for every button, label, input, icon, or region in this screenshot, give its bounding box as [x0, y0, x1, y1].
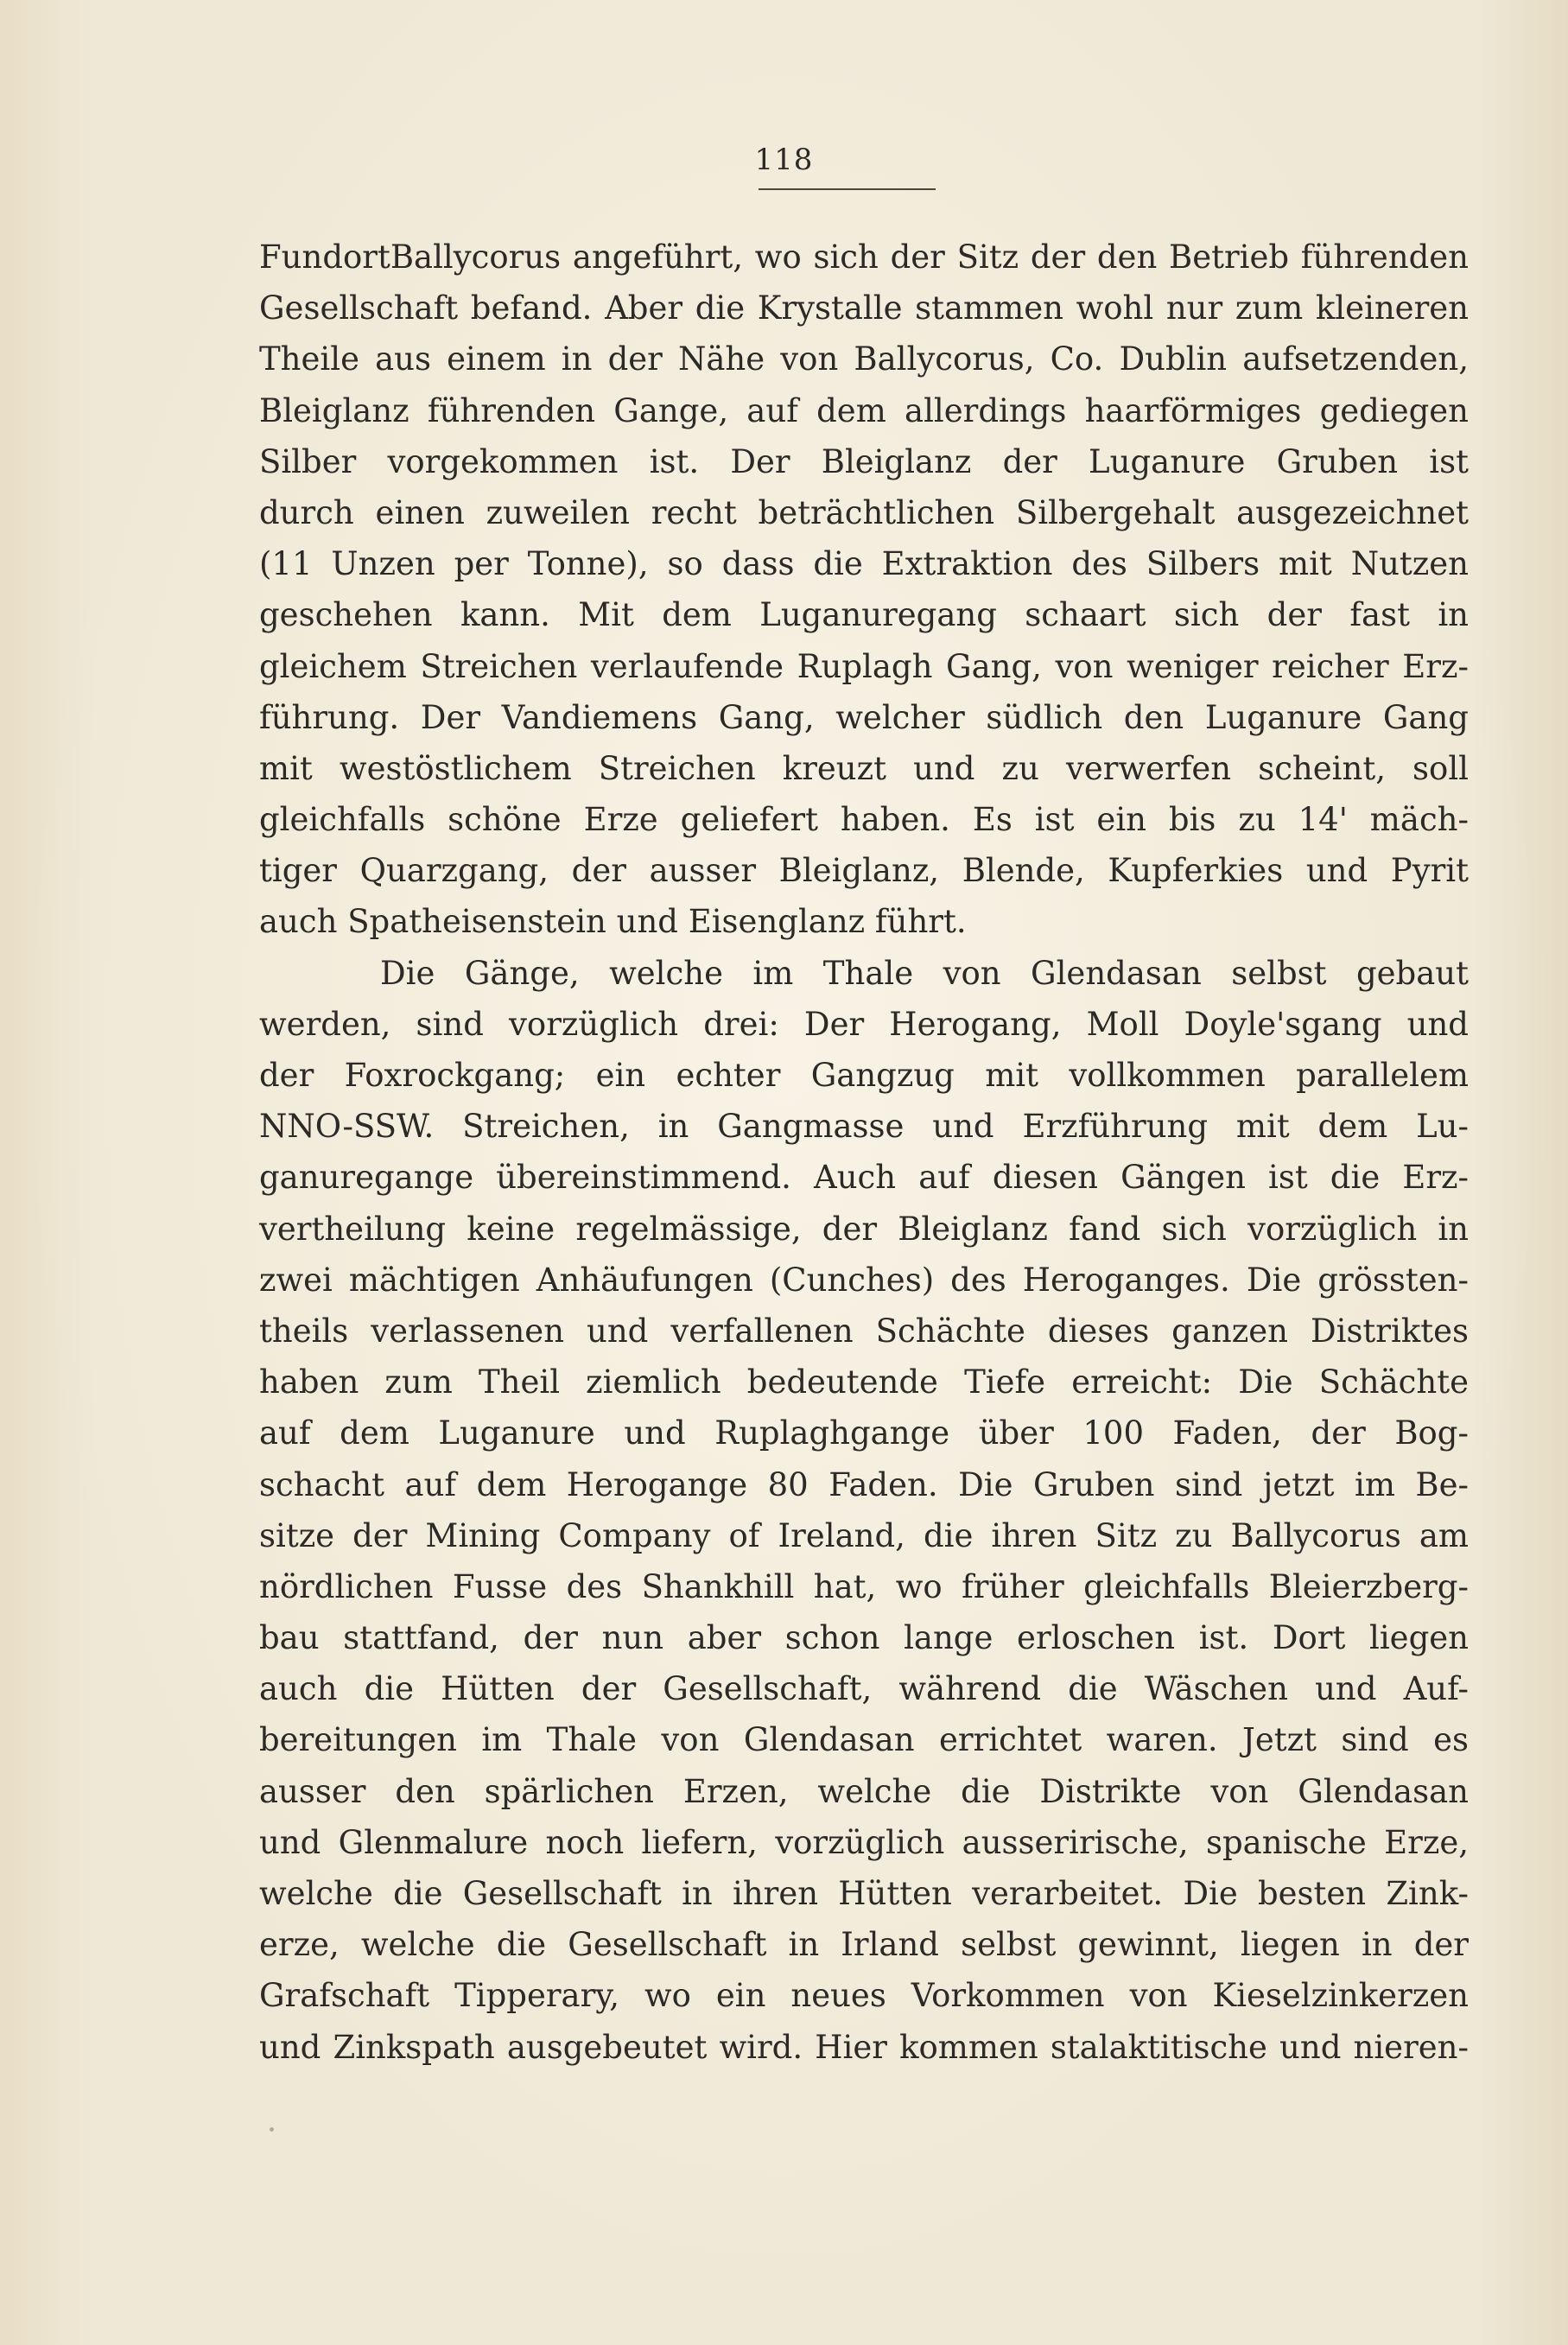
text-line: theils verlassenen und verfallenen Schächte dieses ganzen Distriktes	[259, 1312, 1469, 1350]
page-number: 118	[754, 143, 814, 177]
body-text	[259, 232, 1469, 2073]
text-line: sitze der Mining Company of Ireland, die ihren Sitz zu Ballycorus am	[259, 1516, 1469, 1554]
paragraph-start-line: Die Gänge, welche im Thale von Glendasan selbst gebaut	[380, 954, 1469, 992]
text-line: nördlichen Fusse des Shankhill hat, wo früher gleichfalls Bleierzberg-	[259, 1567, 1469, 1605]
paragraph-end-line: auch Spatheisenstein und Eisenglanz führt.	[259, 903, 967, 941]
text-line: Theile aus einem in der Nähe von Ballycorus, Co. Dublin aufsetzenden,	[259, 340, 1469, 378]
text-line: zwei mächtigen Anhäufungen (Cunches) des Heroganges. Die grössten-	[259, 1261, 1469, 1299]
text-line: gleichfalls schöne Erze geliefert haben. Es ist ein bis zu 14' mäch-	[259, 801, 1469, 839]
text-line: (11 Unzen per Tonne), so dass die Extraktion des Silbers mit Nutzen	[259, 545, 1469, 583]
text-line: vertheilung keine regelmässige, der Bleiglanz fand sich vorzüglich in	[259, 1210, 1469, 1248]
text-line: auch die Hütten der Gesellschaft, während die Wäschen und Auf-	[259, 1670, 1469, 1708]
header-rule	[759, 188, 936, 190]
text-line: FundortBallycorus angeführt, wo sich der Sitz der den Betrieb führenden	[259, 238, 1469, 276]
text-line: welche die Gesellschaft in ihren Hütten verarbeitet. Die besten Zink-	[259, 1875, 1469, 1912]
ink-speck	[270, 2127, 274, 2132]
text-line: und Zinkspath ausgebeutet wird. Hier kommen stalaktitische und nieren-	[259, 2028, 1469, 2066]
text-line: geschehen kann. Mit dem Luganuregang schaart sich der fast in	[259, 596, 1469, 634]
text-line: haben zum Theil ziemlich bedeutende Tiefe erreicht: Die Schächte	[259, 1363, 1469, 1401]
text-line: Bleiglanz führenden Gange, auf dem allerdings haarförmiges gediegen	[259, 391, 1469, 429]
text-line: auf dem Luganure und Ruplaghgange über 100 Faden, der Bog-	[259, 1414, 1469, 1452]
text-line: gleichem Streichen verlaufende Ruplagh Gang, von weniger reicher Erz-	[259, 647, 1469, 685]
text-line: der Foxrockgang; ein echter Gangzug mit vollkommen parallelem	[259, 1057, 1469, 1094]
text-line: schacht auf dem Herogange 80 Faden. Die Gruben sind jetzt im Be-	[259, 1465, 1469, 1503]
text-line: ausser den spärlichen Erzen, welche die Distrikte von Glendasan	[259, 1772, 1469, 1810]
text-line: und Glenmalure noch liefern, vorzüglich ausserirische, spanische Erze,	[259, 1823, 1469, 1861]
text-line: bau stattfand, der nun aber schon lange erloschen ist. Dort liegen	[259, 1619, 1469, 1657]
text-line: erze, welche die Gesellschaft in Irland selbst gewinnt, liegen in der	[259, 1926, 1469, 1964]
text-line: werden, sind vorzüglich drei: Der Herogang, Moll Doyle'sgang und	[259, 1005, 1469, 1043]
text-line: durch einen zuweilen recht beträchtlichen Silbergehalt ausgezeichnet	[259, 493, 1469, 531]
text-line: Gesellschaft befand. Aber die Krystalle stammen wohl nur zum kleineren	[259, 289, 1469, 327]
text-line: NNO-SSW. Streichen, in Gangmasse und Erzführung mit dem Lu-	[259, 1108, 1469, 1146]
text-line: führung. Der Vandiemens Gang, welcher südlich den Luganure Gang	[259, 698, 1469, 736]
text-line: ganuregange übereinstimmend. Auch auf diesen Gängen ist die Erz-	[259, 1159, 1469, 1197]
text-line: bereitungen im Thale von Glendasan errichtet waren. Jetzt sind es	[259, 1721, 1469, 1759]
text-line: tiger Quarzgang, der ausser Bleiglanz, Blende, Kupferkies und Pyrit	[259, 852, 1469, 890]
text-line: Silber vorgekommen ist. Der Bleiglanz der Luganure Gruben ist	[259, 442, 1469, 480]
text-line: Grafschaft Tipperary, wo ein neues Vorkommen von Kieselzinkerzen	[259, 1977, 1469, 2015]
text-line: mit westöstlichem Streichen kreuzt und zu verwerfen scheint, soll	[259, 749, 1469, 787]
